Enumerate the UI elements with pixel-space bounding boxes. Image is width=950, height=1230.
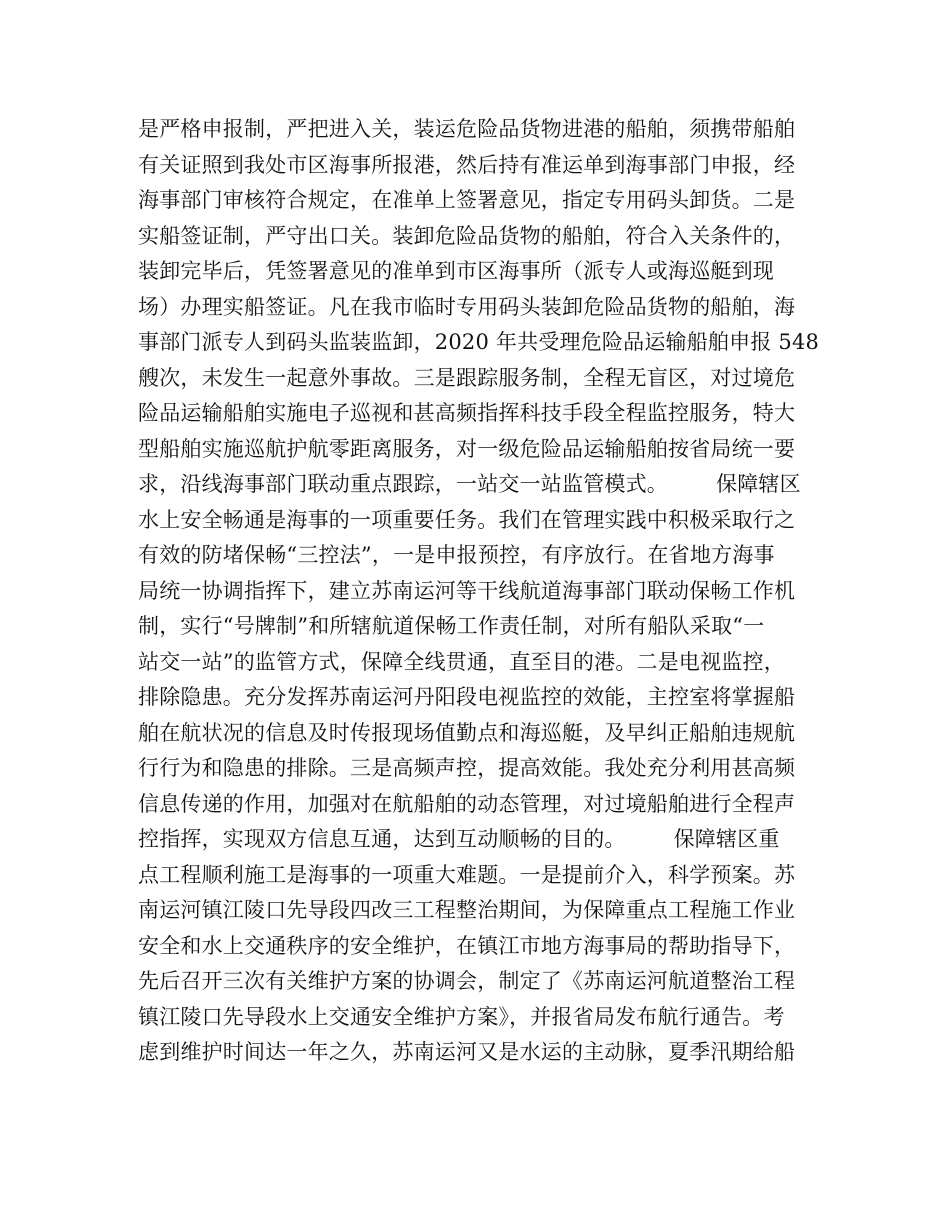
- text-line-14: 局统一协调指挥下，建立苏南运河等干线航道海事部门联动保畅工作机: [138, 578, 796, 603]
- paragraph-start-text: 保障辖区重: [673, 827, 780, 851]
- text-line-11-main: 求，沿线海事部门联动重点跟踪，一站交一站监管模式。: [138, 472, 668, 496]
- text-line-7: 事部门派专人到码头监装监卸，2020 年共受理危险品运输船舶申报 548: [138, 330, 820, 354]
- text-line-18: 舶在航状况的信息及时传报现场值勤点和海巡艇，及早纠正船舶违规航: [138, 720, 796, 745]
- text-line-21: [138, 822, 818, 858]
- text-line-27: 虑到维护时间达一年之久，苏南运河又是水运的主动脉，夏季汛期给船: [138, 1040, 796, 1064]
- text-line-17: 排除隐患。充分发挥苏南运河丹阳段电视监控的效能，主控室将掌握船: [138, 685, 796, 709]
- paragraph-start-text: 保障辖区: [716, 472, 801, 496]
- text-line-22: 点工程顺利施工是海事的一项重大难题。一是提前介入，科学预案。苏: [138, 862, 796, 887]
- text-line-19: 行行为和隐患的排除。三是高频声控，提高效能。我处充分利用甚高频: [138, 756, 796, 780]
- text-line-9: 险品运输船舶实施电子巡视和甚高频指挥科技手段全程监控服务，特大: [138, 401, 796, 425]
- text-line-2: 有关证照到我处市区海事所报港，然后持有准运单到海事部门申报，经: [138, 152, 796, 177]
- text-line-23: 南运河镇江陵口先导段四改三工程整治期间，为保障重点工程施工作业: [138, 898, 796, 922]
- text-line-8: 艘次，未发生一起意外事故。三是跟踪服务制，全程无盲区，对过境危: [138, 365, 796, 390]
- text-line-5: 装卸完毕后，凭签署意见的准单到市区海事所（派专人或海巡艇到现: [138, 259, 774, 283]
- text-line-25: 先后召开三次有关维护方案的协调会，制定了《苏南运河航道整治工程: [138, 969, 796, 993]
- text-line-11: [138, 467, 818, 503]
- document-body-text: [138, 112, 818, 1071]
- text-line-16: 站交一站”的监管方式，保障全线贯通，直至目的港。二是电视监控，: [138, 649, 785, 674]
- text-line-4: 实船签证制，严守出口关。装卸危险品货物的船舶，符合入关条件的，: [138, 223, 796, 248]
- text-line-13: 有效的防堵保畅“三控法”，一是申报预控，有序放行。在省地方海事: [138, 543, 775, 567]
- text-line-12: 水上安全畅通是海事的一项重要任务。我们在管理实践中积极采取行之: [138, 507, 796, 532]
- text-line-26: 镇江陵口先导段水上交通安全维护方案》，并报省局发布航行通告。考: [138, 1004, 785, 1029]
- text-line-21-main: 控指挥，实现双方信息互通，达到互动顺畅的目的。: [138, 827, 626, 851]
- text-line-15: 制，实行“号牌制”和所辖航道保畅工作责任制，对所有船队采取“一: [138, 614, 765, 638]
- text-line-1: 是严格申报制，严把进入关，装运危险品货物进港的船舶，须携带船舶: [138, 117, 796, 141]
- text-line-3: 海事部门审核符合规定，在准单上签署意见，指定专用码头卸货。二是: [138, 188, 796, 212]
- text-line-6: 场）办理实船签证。凡在我市临时专用码头装卸危险品货物的船舶，海: [138, 294, 796, 319]
- text-line-10: 型船舶实施巡航护航零距离服务，对一级危险品运输船舶按省局统一要: [138, 436, 796, 461]
- text-line-20: 信息传递的作用，加强对在航船舶的动态管理，对过境船舶进行全程声: [138, 791, 796, 816]
- text-line-24: 安全和水上交通秩序的安全维护，在镇江市地方海事局的帮助指导下，: [138, 933, 796, 958]
